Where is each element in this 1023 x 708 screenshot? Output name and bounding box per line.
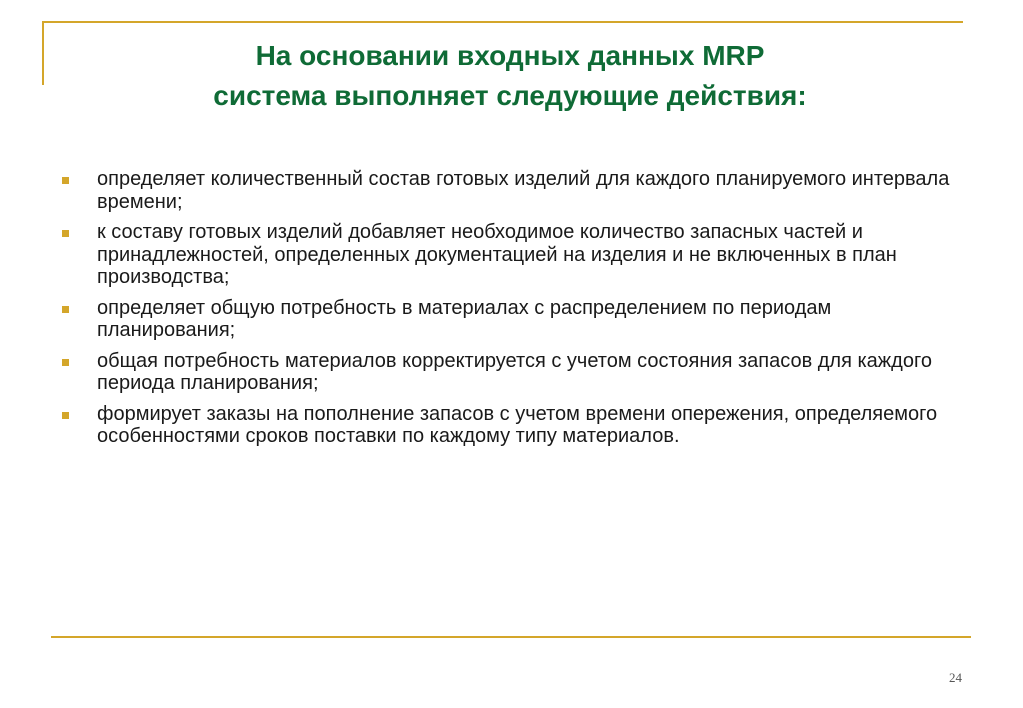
square-bullet-icon: [62, 359, 69, 366]
bullet-item: [62, 168, 967, 213]
bullet-text: общая потребность материалов корректируется с учетом состояния запасов для каждого периода планирования;: [97, 349, 932, 394]
left-rule: [42, 21, 44, 85]
bullet-text: определяет общую потребность в материалах с распределением по периодам планирования;: [97, 296, 832, 341]
title-line-2: система выполняет следующие действия:: [213, 80, 807, 111]
bullet-text: определяет количественный состав готовых изделий для каждого планируемого интервала времени;: [97, 168, 950, 213]
square-bullet-icon: [62, 177, 69, 184]
square-bullet-icon: [62, 412, 69, 419]
square-bullet-icon: [62, 306, 69, 313]
bullet-text: формирует заказы на пополнение запасов с учетом времени опережения, определяемого особенностями сроков поставки по каждому типу материалов.: [97, 402, 938, 447]
top-rule: [42, 21, 963, 23]
bullet-list: [62, 168, 967, 456]
page-number: 24: [949, 670, 962, 685]
title-line-1: На основании входных данных MRP: [255, 40, 765, 71]
bullet-item: [62, 350, 967, 395]
square-bullet-icon: [62, 230, 69, 237]
slide-title: [70, 36, 950, 116]
bottom-rule: [51, 636, 971, 638]
bullet-text: к составу готовых изделий добавляет необходимое количество запасных частей и принадлежностей, определенных документацией на изделия и не включенных в план производства;: [97, 221, 897, 288]
bullet-item: [62, 221, 967, 289]
bullet-item: [62, 403, 967, 448]
bullet-item: [62, 297, 967, 342]
